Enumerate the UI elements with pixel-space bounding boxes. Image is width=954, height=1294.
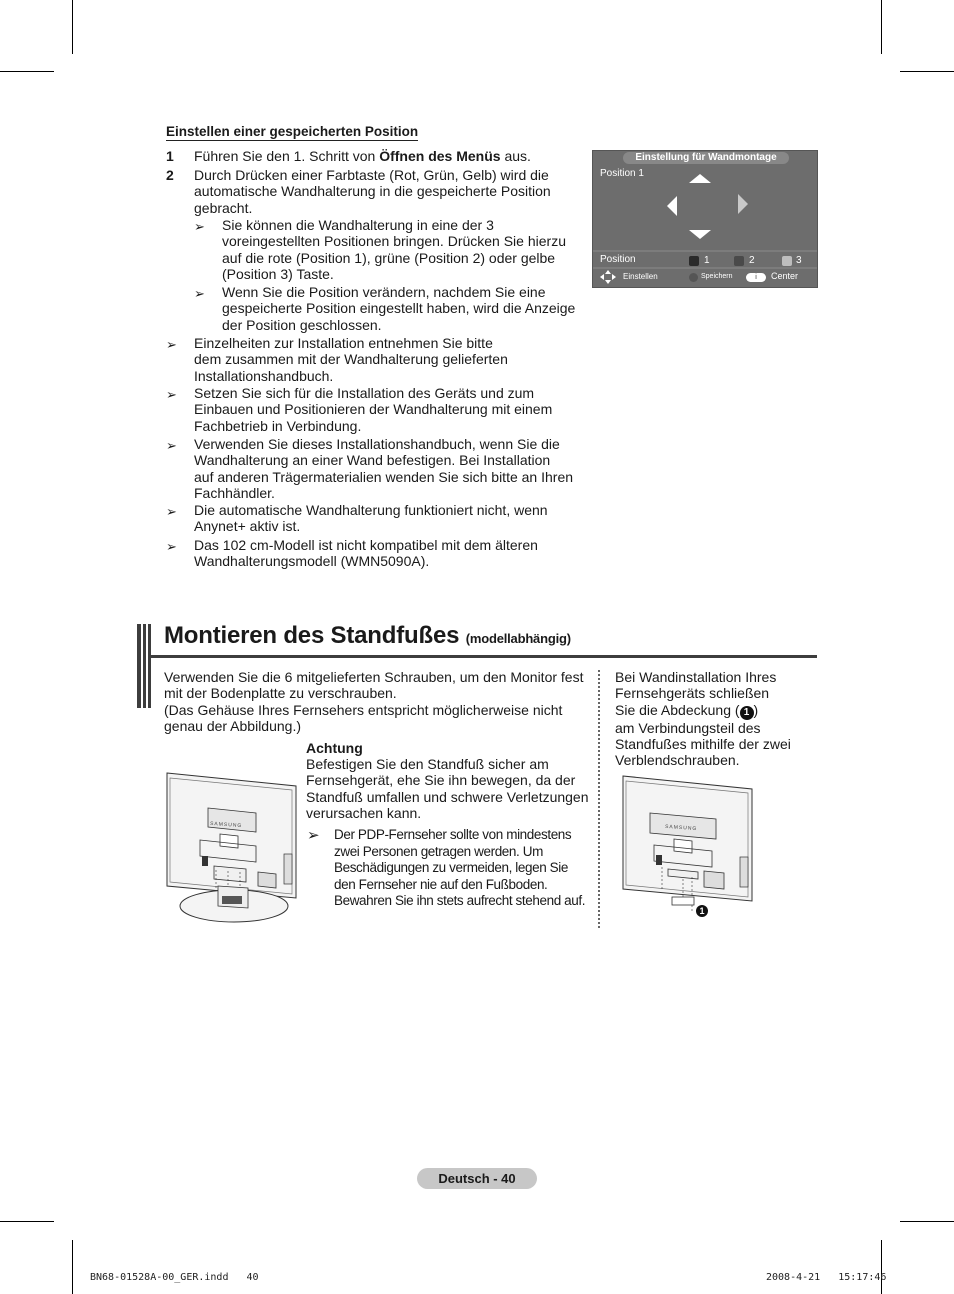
note-arrow-icon: ➢ bbox=[194, 219, 205, 234]
wall-install-text: Bei Wandinstallation Ihres Fernsehgeräts schließen Sie die Abdeckung ( 1 ) am Verbindungsteil des Standfußes mithilfe der zwei Verblendschrauben. bbox=[615, 669, 791, 769]
pos3-key-icon bbox=[782, 256, 792, 266]
note-3: Verwenden Sie dieses Installationshandbuch, wenn Sie die Wandhalterung an einer Wand befestigen. Bei Installation auf anderen Trägermaterialien wenden Sie sich bitte an Ihren Fachhändler. bbox=[194, 436, 574, 501]
stand-intro: Verwenden Sie die 6 mitgelieferten Schrauben, um den Monitor fest mit der Bodenplatte zu verschrauben. (Das Gehäuse Ihres Fernsehers entspricht möglicherweise nicht genau der Abbildung.) bbox=[164, 669, 584, 734]
brand-logo-left: SAMSUNG bbox=[209, 820, 243, 830]
section-heading: Einstellen einer gespeicherten Position bbox=[166, 124, 419, 139]
note-5: Das 102 cm-Modell ist nicht kompatibel mit dem älteren Wandhalterungsmodell (WMN5090A). bbox=[194, 537, 538, 570]
sub-note-2: Wenn Sie die Position verändern, nachdem Sie eine gespeicherte Position eingestellt haben, wird die Anzeige der Position geschlossen. bbox=[222, 284, 576, 333]
arrow-down-icon bbox=[689, 230, 711, 239]
save-key-icon bbox=[689, 273, 698, 282]
tv-with-stand-illustration bbox=[164, 770, 300, 926]
pos1-key-icon bbox=[689, 256, 699, 266]
tv-wall-illustration bbox=[620, 773, 756, 919]
callout-1-icon: 1 bbox=[740, 706, 754, 720]
caution-text: Befestigen Sie den Standfuß sicher am Fernsehgerät, ehe Sie ihn bewegen, da der Standfuß umfallen und schwere Verletzungen verursachen kann. bbox=[306, 756, 589, 821]
brand-logo-right: SAMSUNG bbox=[664, 823, 698, 833]
slug-file: BN68-01528A-00_GER.indd 40 bbox=[90, 1272, 259, 1283]
wall-mount-osd bbox=[592, 150, 818, 288]
osd-save-label: Speichern bbox=[701, 273, 733, 280]
osd-position-label: Position 1 bbox=[600, 168, 644, 179]
step-1-text: Führen Sie den 1. Schritt von Öffnen des Menüs aus. bbox=[194, 148, 531, 164]
step-2-text: Durch Drücken einer Farbtaste (Rot, Grün, Gelb) wird die automatische Wandhalterung in die gespeicherte Position gebracht. bbox=[194, 167, 551, 216]
note-arrow-icon: ➢ bbox=[166, 438, 177, 453]
pos2-key-icon bbox=[734, 256, 744, 266]
step-2-number: 2 bbox=[166, 167, 174, 183]
osd-pos3: 3 bbox=[796, 255, 802, 266]
note-arrow-icon: ➢ bbox=[166, 337, 177, 352]
caution-title: Achtung bbox=[306, 740, 363, 756]
osd-pos2: 2 bbox=[749, 255, 755, 266]
note-1: Einzelheiten zur Installation entnehmen Sie bitte dem zusammen mit der Wandhalterung gelieferten Installationshandbuch. bbox=[194, 335, 508, 384]
note-arrow-icon: ➢ bbox=[194, 286, 205, 301]
osd-arrows bbox=[593, 151, 817, 287]
page-number: Deutsch - 40 bbox=[417, 1168, 537, 1189]
note-arrow-icon: ➢ bbox=[307, 827, 320, 844]
info-key-icon: i bbox=[746, 273, 766, 282]
move-icon bbox=[600, 270, 616, 284]
title-side-bar bbox=[137, 624, 151, 708]
osd-move-label: Einstellen bbox=[623, 272, 658, 281]
osd-bottom-label: Position bbox=[600, 254, 636, 265]
title-rule bbox=[151, 655, 817, 658]
arrow-right-icon bbox=[738, 194, 748, 214]
osd-title: Einstellung für Wandmontage bbox=[623, 152, 789, 164]
column-divider bbox=[598, 670, 600, 928]
osd-center-label: Center bbox=[771, 271, 799, 281]
note-arrow-icon: ➢ bbox=[166, 504, 177, 519]
slug-timestamp: 2008-4-21 15:17:46 bbox=[766, 1272, 887, 1283]
sub-note-1: Sie können die Wandhalterung in eine der 3 voreingestellten Positionen bringen. Drücken Sie hierzu auf die rote (Position 1), grüne (Position 2) oder gelbe (Position 3) Taste. bbox=[222, 217, 566, 282]
stand-title: Montieren des Standfußes (modellabhängig) bbox=[164, 622, 571, 649]
note-arrow-icon: ➢ bbox=[166, 387, 177, 402]
step-1-number: 1 bbox=[166, 148, 174, 164]
arrow-left-icon bbox=[667, 196, 677, 216]
caution-note: Der PDP-Fernseher sollte von mindestens zwei Personen getragen werden. Um Beschädigungen zu vermeiden, legen Sie den Fernseher nie auf den Fußboden. Bewahren Sie ihn stets aufrecht stehend auf. bbox=[334, 827, 586, 908]
arrow-up-icon bbox=[689, 174, 711, 183]
osd-pos1: 1 bbox=[704, 255, 710, 266]
note-arrow-icon: ➢ bbox=[166, 539, 177, 554]
callout-1-icon: 1 bbox=[696, 905, 708, 917]
note-4: Die automatische Wandhalterung funktioniert nicht, wenn Anynet+ aktiv ist. bbox=[194, 502, 548, 535]
note-2: Setzen Sie sich für die Installation des Geräts und zum Einbauen und Positionieren der Wandhalterung mit einem Fachbetrieb in Verbindung. bbox=[194, 385, 553, 434]
